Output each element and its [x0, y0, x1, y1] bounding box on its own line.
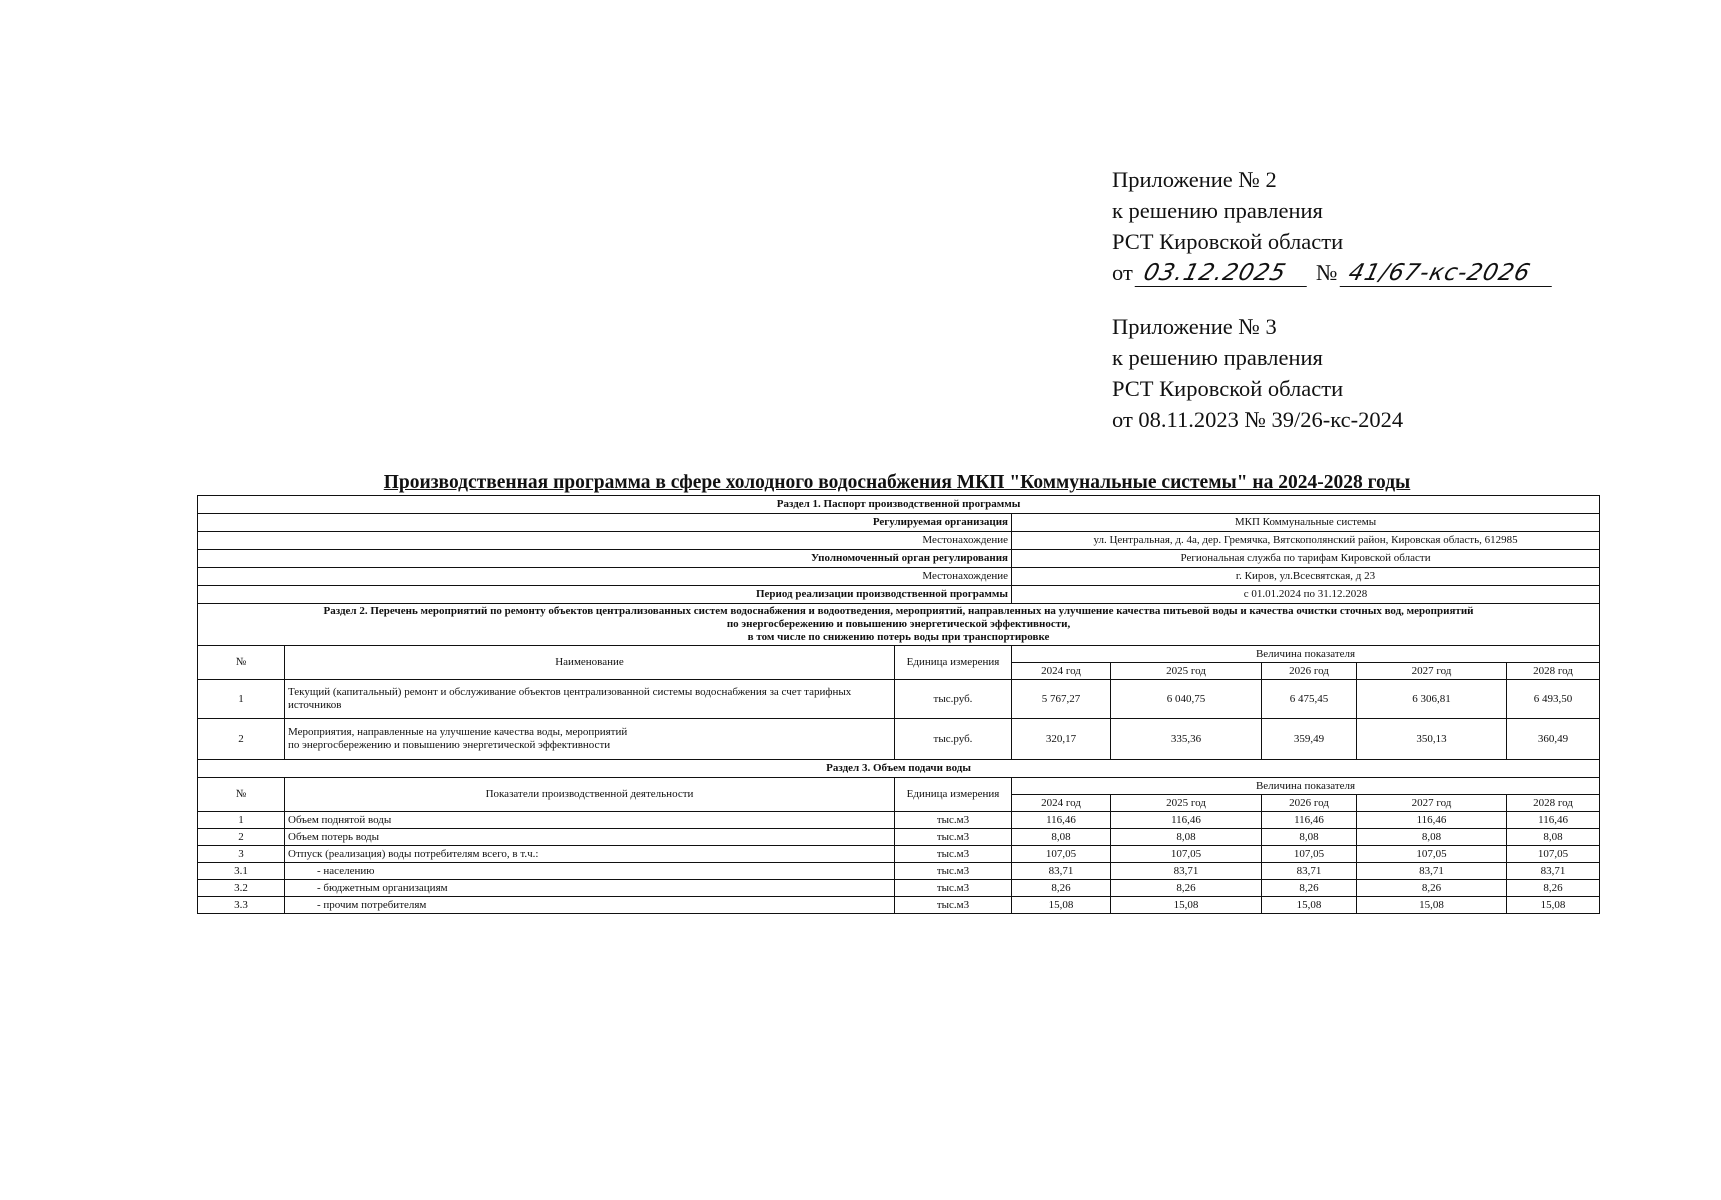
appendix-3-header: [1112, 311, 1403, 435]
row-value: 8,26: [1262, 880, 1357, 897]
table-row: [198, 846, 1600, 863]
row-value: 359,49: [1262, 719, 1357, 760]
passport-label: Местонахождение: [198, 568, 1012, 586]
row-name: [285, 719, 895, 760]
row-value: 360,49: [1507, 719, 1600, 760]
column-header-indicators: Показатели производственной деятельности: [285, 778, 895, 812]
passport-label: Уполномоченный орган регулирования: [198, 550, 1012, 568]
row-value: 8,26: [1012, 880, 1111, 897]
row-value: 116,46: [1507, 812, 1600, 829]
year-header: 2028 год: [1507, 795, 1600, 812]
column-header-no: №: [198, 778, 285, 812]
table-row: [198, 829, 1600, 846]
row-value: 107,05: [1357, 846, 1507, 863]
row-value: 320,17: [1012, 719, 1111, 760]
year-header: 2024 год: [1012, 663, 1111, 680]
appendix-3-line1: Приложение № 3: [1112, 314, 1277, 339]
row-value: 15,08: [1111, 897, 1262, 914]
section-2-heading-line1: Раздел 2. Перечень мероприятий по ремонту объектов централизованных систем водоснабжения и водоотведения, мероприятий, направленных на улучшение качества питьевой воды и качества очистки сточных вод, мероприятий: [323, 605, 1474, 617]
row-value: 8,26: [1507, 880, 1600, 897]
section-2-heading-line2: по энергосбережению и повышению энергетической эффективности,: [726, 618, 1071, 630]
row-unit: тыс.м3: [895, 880, 1012, 897]
table-row: [198, 812, 1600, 829]
row-name-line2: по энергосбережению и повышению энергетической эффективности: [288, 739, 611, 751]
row-value: 15,08: [1507, 897, 1600, 914]
row-value: 8,08: [1262, 829, 1357, 846]
row-unit: тыс.м3: [895, 812, 1012, 829]
row-value: 335,36: [1111, 719, 1262, 760]
passport-value: г. Киров, ул.Всесвятская, д 23: [1012, 568, 1600, 586]
row-value: 6 040,75: [1111, 680, 1262, 719]
row-number: 3.3: [198, 897, 285, 914]
appendix-2-header: [1112, 164, 1555, 288]
row-value: 6 306,81: [1357, 680, 1507, 719]
row-value: 15,08: [1357, 897, 1507, 914]
number-label: №: [1316, 260, 1338, 285]
row-value: 116,46: [1111, 812, 1262, 829]
passport-label: Период реализации производственной программы: [198, 586, 1012, 604]
row-value: 8,26: [1357, 880, 1507, 897]
passport-value: ул. Центральная, д. 4а, дер. Гремячка, Вятскополянский район, Кировская область, 612985: [1012, 532, 1600, 550]
row-value: 83,71: [1262, 863, 1357, 880]
row-number: 2: [198, 829, 285, 846]
row-value: 83,71: [1111, 863, 1262, 880]
row-name: Объем поднятой воды: [285, 812, 895, 829]
appendix-2-line3: РСТ Кировской области: [1112, 229, 1344, 254]
row-value: 107,05: [1012, 846, 1111, 863]
section-1-heading: Раздел 1. Паспорт производственной программы: [198, 496, 1600, 514]
section-2-heading-line3: в том числе по снижению потерь воды при транспортировке: [747, 631, 1050, 643]
passport-value: Региональная служба по тарифам Кировской области: [1012, 550, 1600, 568]
row-number: 1: [198, 680, 285, 719]
row-value: 107,05: [1111, 846, 1262, 863]
row-number: 3.2: [198, 880, 285, 897]
row-number: 1: [198, 812, 285, 829]
column-header-value: Величина показателя: [1012, 778, 1600, 795]
passport-value: с 01.01.2024 по 31.12.2028: [1012, 586, 1600, 604]
row-unit: тыс.м3: [895, 846, 1012, 863]
row-name: - бюджетным организациям: [285, 880, 895, 897]
production-program-table: [197, 495, 1600, 914]
row-value: 83,71: [1012, 863, 1111, 880]
handwritten-date: 03.12.2025: [1135, 260, 1314, 287]
row-value: 5 767,27: [1012, 680, 1111, 719]
table-row: [198, 897, 1600, 914]
row-name: - прочим потребителям: [285, 897, 895, 914]
row-value: 15,08: [1262, 897, 1357, 914]
section-2-heading: [198, 604, 1600, 646]
row-value: 8,08: [1111, 829, 1262, 846]
appendix-2-line4: [1112, 257, 1555, 288]
row-name: Объем потерь воды: [285, 829, 895, 846]
document-title: Производственная программа в сфере холодного водоснабжения МКП "Коммунальные системы" на 2024-2028 годы: [383, 472, 1411, 493]
row-name-line1: Мероприятия, направленные на улучшение качества воды, мероприятий: [288, 726, 628, 738]
column-header-unit: Единица измерения: [895, 646, 1012, 680]
row-unit: тыс.м3: [895, 863, 1012, 880]
table-row: [198, 680, 1600, 719]
appendix-3-line2: к решению правления: [1112, 345, 1323, 370]
row-name: - населению: [285, 863, 895, 880]
column-header-value: Величина показателя: [1012, 646, 1600, 663]
column-header-unit: Единица измерения: [895, 778, 1012, 812]
table-row: [198, 880, 1600, 897]
appendix-3-line3: РСТ Кировской области: [1112, 376, 1344, 401]
passport-value: МКП Коммунальные системы: [1012, 514, 1600, 532]
row-unit: тыс.руб.: [895, 680, 1012, 719]
section-3-heading: Раздел 3. Объем подачи воды: [198, 760, 1600, 778]
row-value: 107,05: [1507, 846, 1600, 863]
row-value: 116,46: [1262, 812, 1357, 829]
row-unit: тыс.м3: [895, 897, 1012, 914]
row-name: Отпуск (реализация) воды потребителям всего, в т.ч.:: [285, 846, 895, 863]
passport-label: Регулируемая организация: [198, 514, 1012, 532]
passport-label: Местонахождение: [198, 532, 1012, 550]
row-value: 8,08: [1012, 829, 1111, 846]
column-header-name: Наименование: [285, 646, 895, 680]
row-value: 83,71: [1507, 863, 1600, 880]
appendix-2-line2: к решению правления: [1112, 198, 1323, 223]
row-value: 350,13: [1357, 719, 1507, 760]
row-number: 3: [198, 846, 285, 863]
row-name: Текущий (капитальный) ремонт и обслуживание объектов централизованной системы водоснабжения за счет тарифных источников: [285, 680, 895, 719]
year-header: 2027 год: [1357, 663, 1507, 680]
year-header: 2026 год: [1262, 795, 1357, 812]
row-number: 2: [198, 719, 285, 760]
row-value: 107,05: [1262, 846, 1357, 863]
row-unit: тыс.руб.: [895, 719, 1012, 760]
row-value: 6 493,50: [1507, 680, 1600, 719]
column-header-no: №: [198, 646, 285, 680]
year-header: 2026 год: [1262, 663, 1357, 680]
row-unit: тыс.м3: [895, 829, 1012, 846]
row-value: 116,46: [1012, 812, 1111, 829]
year-header: 2025 год: [1111, 795, 1262, 812]
row-value: 83,71: [1357, 863, 1507, 880]
year-header: 2024 год: [1012, 795, 1111, 812]
row-value: 15,08: [1012, 897, 1111, 914]
appendix-3-line4: от 08.11.2023 № 39/26-кс-2024: [1112, 407, 1404, 432]
year-header: 2028 год: [1507, 663, 1600, 680]
year-header: 2025 год: [1111, 663, 1262, 680]
row-number: 3.1: [198, 863, 285, 880]
row-value: 6 475,45: [1262, 680, 1357, 719]
row-value: 116,46: [1357, 812, 1507, 829]
appendix-2-line1: Приложение № 2: [1112, 167, 1277, 192]
from-label: от: [1112, 260, 1133, 285]
table-row: [198, 719, 1600, 760]
row-value: 8,08: [1357, 829, 1507, 846]
year-header: 2027 год: [1357, 795, 1507, 812]
row-value: 8,08: [1507, 829, 1600, 846]
row-value: 8,26: [1111, 880, 1262, 897]
table-row: [198, 863, 1600, 880]
handwritten-number: 41/67-кс-2026: [1340, 260, 1559, 287]
